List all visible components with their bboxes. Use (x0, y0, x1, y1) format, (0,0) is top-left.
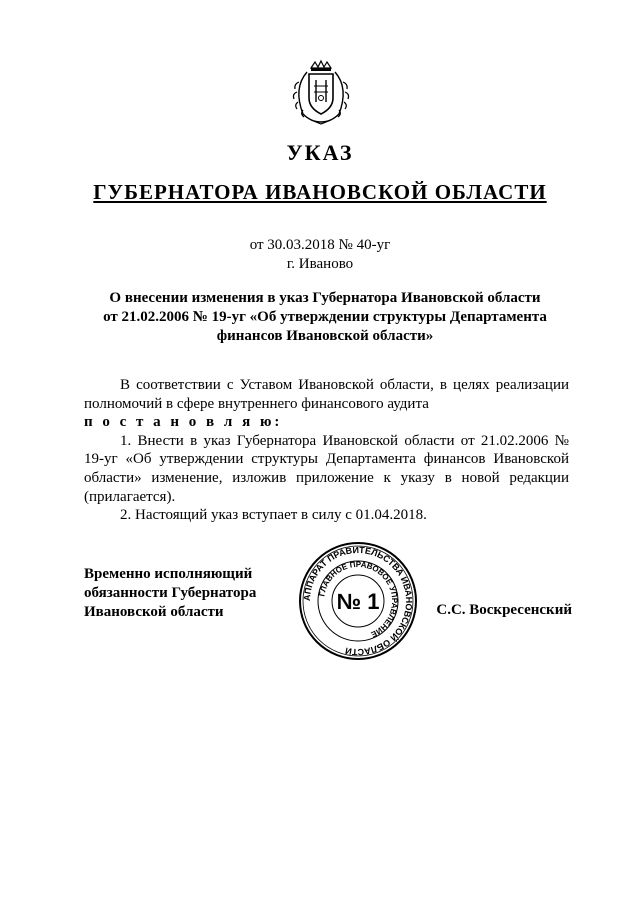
item-1-paragraph: 1. Внести в указ Губернатора Ивановской области от 21.02.2006 № 19-уг «Об утверждении структуры Департамента финансов Ивановской области» изменение, изложив приложение к указу в новой редакции (прилагается). (84, 432, 569, 505)
heading-line-2: от 21.02.2006 № 19-уг «Об утверждении структуры Департамента (103, 309, 547, 325)
position-line-2: обязанности Губернатора (84, 585, 257, 601)
signatory-position (84, 565, 284, 622)
decree-heading (90, 289, 560, 346)
coat-of-arms-emblem (285, 58, 357, 130)
heading-line-1: О внесении изменения в указ Губернатора Ивановской области (109, 290, 541, 306)
heading-line-3: финансов Ивановской области» (216, 328, 434, 344)
seal-number: № 1 (336, 589, 380, 614)
city-line: г. Иваново (286, 256, 354, 272)
seal-outer-text: АППАРАТ ПРАВИТЕЛЬСТВА ИВАНОВСКОЙ ОБЛАСТИ (301, 544, 415, 658)
document-title: УКАЗ (286, 140, 354, 165)
seal-inner-text: ГЛАВНОЕ ПРАВОВОЕ УПРАВЛЕНИЕ (317, 559, 400, 640)
date-number-line: от 30.03.2018 № 40-уг (249, 237, 391, 253)
stamp-icon (297, 540, 419, 662)
item-2-paragraph: 2. Настоящий указ вступает в силу с 01.04.2018. (120, 507, 427, 524)
signatory-name: С.С. Воскресенский (436, 602, 572, 618)
decree-body (84, 376, 569, 525)
document-meta (0, 236, 640, 274)
official-seal (297, 540, 419, 662)
coat-of-arms-icon (285, 58, 357, 130)
decree-word: п о с т а н о в л я ю: (84, 414, 283, 431)
intro-paragraph: В соответствии с Уставом Ивановской области, в целях реализации полномочий в сфере внутреннего финансового аудита (84, 377, 569, 412)
document-subtitle (0, 180, 640, 205)
position-line-3: Ивановской области (84, 604, 224, 620)
position-line-1: Временно исполняющий (84, 566, 253, 582)
issuer-title: ГУБЕРНАТОРА ИВАНОВСКОЙ ОБЛАСТИ (93, 180, 547, 204)
